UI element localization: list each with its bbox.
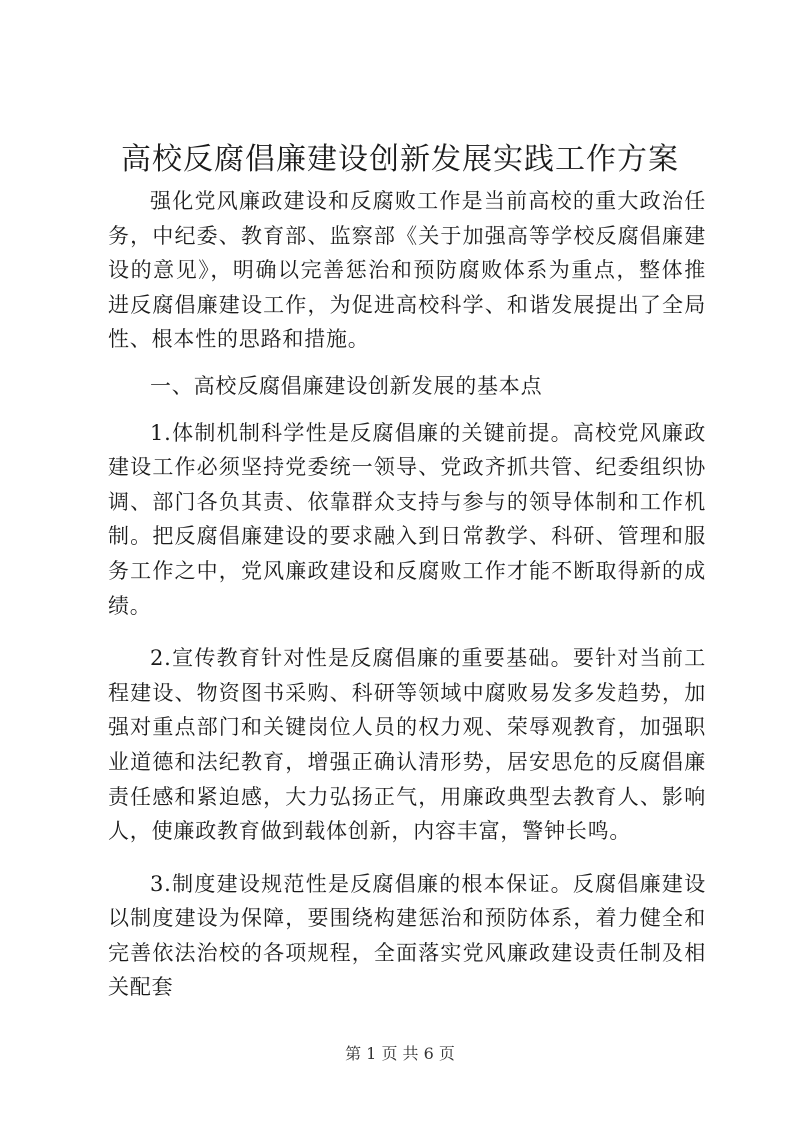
paragraph-intro: 强化党风廉政建设和反腐败工作是当前高校的重大政治任务，中纪委、教育部、监察部《关于加强高等学校反腐倡廉建设的意见》，明确以完善惩治和预防腐败体系为重点，整体推进反腐倡廉建设工作，为促进高校科学、和谐发展提出了全局性、根本性的思路和措施。: [108, 189, 706, 352]
document-body: [108, 184, 706, 1005]
section-heading: 一、高校反腐倡廉建设创新发展的基本点: [150, 373, 543, 398]
paragraph-point-1: 1.体制机制科学性是反腐倡廉的关键前提。高校党风廉政建设工作必须坚持党委统一领导、党政齐抓共管、纪委组织协调、部门各负其责、依靠群众支持与参与的领导体制和工作机制。把反腐倡廉建设的要求融入到日常教学、科研、管理和服务工作之中，党风廉政建设和反腐败工作才能不断取得新的成绩。: [108, 420, 706, 618]
paragraph-point-2: 2.宣传教育针对性是反腐倡廉的重要基础。要针对当前工程建设、物资图书采购、科研等领域中腐败易发多发趋势，加强对重点部门和关键岗位人员的权力观、荣辱观教育，加强职业道德和法纪教育，增强正确认清形势，居安思危的反腐倡廉责任感和紧迫感，大力弘扬正气，用廉政典型去教育人、影响人，使廉政教育做到载体创新，内容丰富，警钟长鸣。: [108, 646, 706, 844]
document-title: 高校反腐倡廉建设创新发展实践工作方案: [121, 142, 679, 177]
paragraph-point-3: 3.制度建设规范性是反腐倡廉的根本保证。反腐倡廉建设以制度建设为保障，要围绕构建惩治和预防体系，着力健全和完善依法治校的各项规程，全面落实党风廉政建设责任制及相关配套: [108, 871, 706, 1000]
page-number-footer: 第 1 页 共 6 页: [345, 1044, 455, 1063]
